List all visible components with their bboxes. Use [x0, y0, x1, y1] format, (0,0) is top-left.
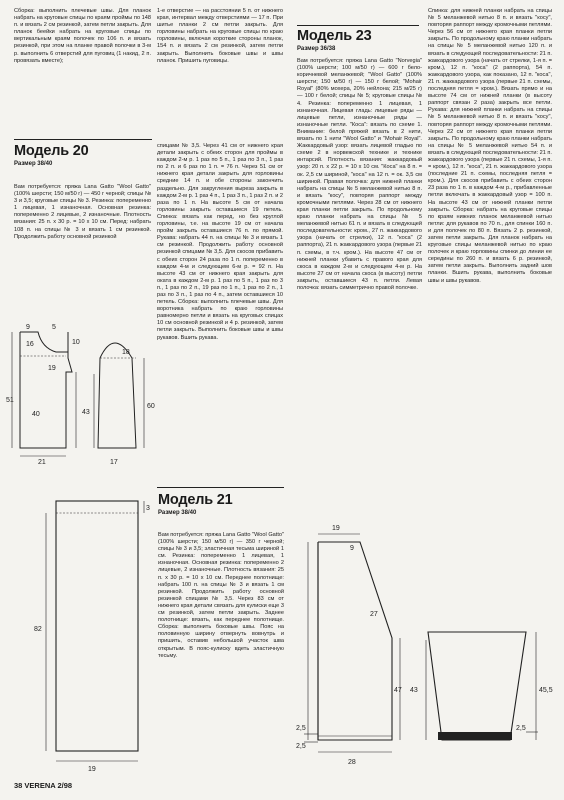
- diagram20-label-60: 60: [147, 403, 155, 410]
- diagram23-label-27: 27: [370, 611, 378, 618]
- model21-instructions: Вам потребуется: пряжа Lana Gatto "Wool Gatto" (100% шерсти; 150 м/50 г) — 350 г черной; спицы № 3 и 3,5; эластичная тесьма шириной 1 см. Резинка: попеременно 1 лицевая, 1 изнаночная. Основная резинка: попеременно 2 лицевые, 2 изнаночные. Плотность вязания: 25 п. х 30 р. = 10 х 10 см. Переднее полотнище: набрать 100 п. на спицы № 3 и вязать 1 см резинкой. Продолжить работу основной резинкой спицами № 3,5. Через 83 см от нижнего края детали связать для кулиски еще 3 см резинкой, затем петли закрыть. Заднее полотнище: вязать, как переднее полотнище. Сборка: выполнить боковые швы. Пояс на половинную ширину отвернуть вовнутрь и пришить, оставив небольшой участок шва открытым. В пояс-кулиску вдеть эластичную тесьму.: [158, 532, 284, 659]
- diagram20-label-9: 9: [26, 324, 30, 331]
- diagram20-label-17: 17: [110, 459, 118, 466]
- diagram20-label-19: 19: [48, 365, 56, 372]
- divider-model21: [157, 487, 284, 488]
- model20-pattern-diagram: [6, 318, 156, 468]
- diagram21-label-82: 82: [34, 626, 42, 633]
- model23-header: [297, 28, 422, 56]
- diagram20-label-10: 10: [72, 339, 80, 346]
- model20-col1-text: [14, 184, 151, 242]
- diagram23-label-28: 28: [348, 759, 356, 766]
- diagram21-label-19: 19: [88, 766, 96, 773]
- assembly-text-top-2: 1-е отверстие — на расстоянии 5 п. от нижнего края, интервал между отверстиями — 17 п. При шитье планки 2 см петли закрыть. Для горловины набрать на круговые спицы по краю горловины, включая короткие стороны планок, 154 п. и вязать 2 см резинкой, затем петли закрыть. Выполнить боковые швы и швы планок. Пришить пуговицы.: [157, 8, 283, 64]
- assembly-text-top: Сборка: выполнить плечевые швы. Для планок набрать на круговые спицы по краям проймы по 148 п. и вязать 2 см резинкой, затем петли закрыть. Для планок беейки набрать на круговые спицы по вертикальным краям полочек по 106 п. и вязать резинкой, при этом на планке правой полочки в 3-м р. выполнить 6 отверстий для пуговиц (1 накид, 2 п. провязать вместе);: [14, 8, 151, 64]
- col1-top-text: [14, 8, 151, 66]
- model21-text: [158, 532, 284, 661]
- model20-title: Модель 20: [14, 143, 89, 159]
- divider-model20: [14, 139, 152, 140]
- diagram20-label-51: 51: [6, 397, 14, 404]
- diagram20-label-43: 43: [82, 409, 90, 416]
- diagram20-label-40: 40: [32, 411, 40, 418]
- diagram23-label-19: 19: [332, 525, 340, 532]
- diagram21-label-3: 3: [146, 505, 150, 512]
- model23-instructions-2: Спинка: для нижней планки набрать на спицы № 5 меланжевой нитью 8 п. и вязать "косу", повторяя раппорт между кромочными петлями. Через 56 см от нижнего края планки петли закрыть. По продольному краю планки набрать на спицы № 5 меланжевой нитью 120 п. и вязать в следующей последовательности: 21 п. жаккардового узора (начать от стрелки, 1-я п. = кром.), 12 п. "коса" (2 раппорта), 54 п. жаккардового узора, как показано, 12 п. "коса", 21 п. жаккардового узора (первые 21 п. схемы, последняя петля = кром.). Вязать прямо и на высоте 74 см от нижней планки (в высоту раппорт связан 2 раза) закрыть все петли. Рукава: для нижней планки набрать на спицы № 5 меланжевой нитью 8 п. и вязать "косу", повторяя раппорт между кромочными петлями. Через 22 см от нижнего края планки петли закрыть. По продольному краю планки набрать на спицы № 5 меланжевой нитью 54 п. и вязать в следующей последовательности: 21 п. жаккардового узора (первые 21 п. схемы, 1-я п. = кром.), 12 п. "коса", 21 п. жаккардового узора (последние 21 п. схемы, последняя петля = кром.). Для скосов прибавить с обеих сторон 23 раза по 1 п. в каждом 4-м р., прибавленные петли включать в жаккардовый узор = 100 п. На высоте 43 см от нижней планки петли закрыть. Сборка: набрать на круговые спицы по краям нижних планок меланжевой нитью петли: для рукавов по 70 п., для спинки 160 п. и для полочек по 80 п. Вязать 2 р. резинкой, затем петли закрыть. Для планок набрать на круговые спицы меланжевой нитью по краю полочек и краю горловины спинки до линии ее середины по 260 п. и вязать 6 р. резинкой, затем петли закрыть. Выполнить задний шов планки. Вшить рукава, выполнить боковые швы и швы рукавов.: [428, 8, 552, 284]
- diagram23-label-43: 43: [410, 687, 418, 694]
- model21-header: [158, 492, 284, 520]
- diagram23-label-2-5-b: 2,5: [296, 743, 306, 750]
- diagram23-label-2-5-a: 2,5: [296, 725, 306, 732]
- model21-pattern-diagram: [6, 493, 156, 775]
- model21-size: Размер 38/40: [158, 510, 197, 516]
- diagram23-label-2-5-c: 2,5: [516, 725, 526, 732]
- page-footer: 38 VERENA 2/98: [14, 781, 73, 790]
- diagram23-label-9: 9: [350, 545, 354, 552]
- diagram23-label-45-5: 45,5: [539, 687, 553, 694]
- diagram20-label-21: 21: [38, 459, 46, 466]
- diagram20-label-18: 18: [122, 349, 130, 356]
- model20-size: Размер 38/40: [14, 161, 53, 167]
- diagram20-label-5: 5: [52, 324, 56, 331]
- model23-title: Модель 23: [297, 28, 372, 44]
- col2-top-text: [157, 8, 283, 66]
- divider-model23: [297, 25, 419, 26]
- diagram20-label-16: 16: [26, 341, 34, 348]
- model20-col2-text: [157, 143, 283, 343]
- model23-col4-text: [428, 8, 552, 286]
- model23-instructions-1: Вам потребуется: пряжа Lana Gatto "Norvegia" (100% шерсти; 100 м/50 г) — 600 г бело-коричневой меланжевой; "Wool Gatto" (100% шерсти; 150 м/50 г) — 150 г белой; "Mohair Royal" (80% мохера, 20% нейлона; 215 м/25 г) — 100 г белой; спицы № 5; круговые спицы № 4. Резинка: попеременно 1 лицевая, 1 изнаночная. Лицевая гладь: лицевые ряды — лицевые петли, изнаночные ряды — изнаночные петли. "Коса": вязать по схеме 1. Внимание: белой пряжей вязать в 2 нити, вязать по 1 нити "Wool Gatto" и "Mohair Royal". Жаккардовый узор: вязать лицевой гладью по схеме 2 в норвежской технике и технике интарсий. Плотность вязания: жаккардовый узор: 20 п. х 22 р. = 10 х 10 см. "Коса" на 8 п. = ок. 2,5 см шириной, "коса" на 12 п. = ок. 3,5 см шириной. Правая полочка: для нижней планки набрать на спицы № 5 меланжевой нитью 8 п. и вязать "косу", повторяя раппорт между кромочными петлями. Через 28 см от нижнего края планки петли закрыть. По продольному краю планки набрать на спицы № 5 меланжевой нитью 61 п. и вязать в следующей последовательности: кром., 27 п. жаккардового узора (начать от стрелки), 12 п. "коса" (2 раппорта), 21 п. жаккардового узора (первые 21 п. схемы, в т.ч. кром.). На высоте 47 см от нижней планки убавить с правого края для скоса в каждом 2-м и следующем 4-м р. На высоте 27 см от начала скоса (в высоту) петли закрыть, оставшиеся 43 п. петли. Левая полочка: вязать симметрично правой полочке.: [297, 58, 422, 291]
- model23-pattern-diagram: [296, 508, 558, 778]
- model20-header: [14, 143, 152, 171]
- model20-instructions-2: спицами № 3,5. Через 41 см от нижнего края детали закрыть с обеих сторон для проймы в каждом 2-м р. 1 раз по 5 п., 1 раз по 3 п., 1 раз по 2 п. и 6 раз по 1 п. = 76 п. Через 51 см от нижнего края детали закрыть для горловины средние 14 п. и обе стороны закончить раздельно. Для закругления выреза закрыть в каждом 2-м р. 1 раз 4 п., 1 раз 3 п., 1 раз 2 п. и 2 раза по 1 п. На высоте 5 см от начала горловины закрыть оставшиеся 19 петель. Спинка: вязать как перед, но без круглой горловины, т.е. на высоте 19 см от начала пройм закрыть оставшиеся 76 п. по прямой. Рукава: набрать 44 п. на спицы № 3 и вязать 1 см резинкой. Продолжить работу основной резинкой спицами № 3,5. Для скосов прибавить с обеих сторон 24 раза по 1 п. попеременно в каждом 4-м и следующем 6-м р. = 92 п. На высоте 43 см от нижнего края закрыть для оката в каждом 2-м р. 1 раз по 5 п., 1 раз по 3 п., 1 раз по 2 п., 19 раз по 1 п., 1 раз по 2 п., 1 раз по 3 п., 1 раз по 4 п., затем оставшиеся 10 петель. Сборка: выполнить плечевые швы. Для воротника набрать по краю горловины равномерно петли и вязать на круговых спицах 10 см основной резинкой и 4 р. резинкой, затем петли закрыть. Выполнить боковые швы и швы рукавов. Вшить рукава.: [157, 143, 283, 341]
- diagram23-label-47: 47: [394, 687, 402, 694]
- model21-title: Модель 21: [158, 492, 233, 508]
- model23-col3-text: [297, 58, 422, 293]
- model20-instructions-1: Вам потребуется: пряжа Lana Gatto "Wool Gatto" (100% шерсти; 150 м/50 г) — 450 г черной; спицы № 3 и 3,5; круговые спицы № 3. Резинка: попеременно 1 лицевая, 1 изнаночная. Основная резинка: попеременно 2 лицевые, 2 изнаночные. Плотность вязания: 25 п. х 30 р. = 10 х 10 см. Перед: набрать 108 п. на спицы № 3 и вязать 1 см резинкой. Продолжить работу основной резинкой: [14, 184, 151, 240]
- model23-size: Размер 36/38: [297, 46, 336, 52]
